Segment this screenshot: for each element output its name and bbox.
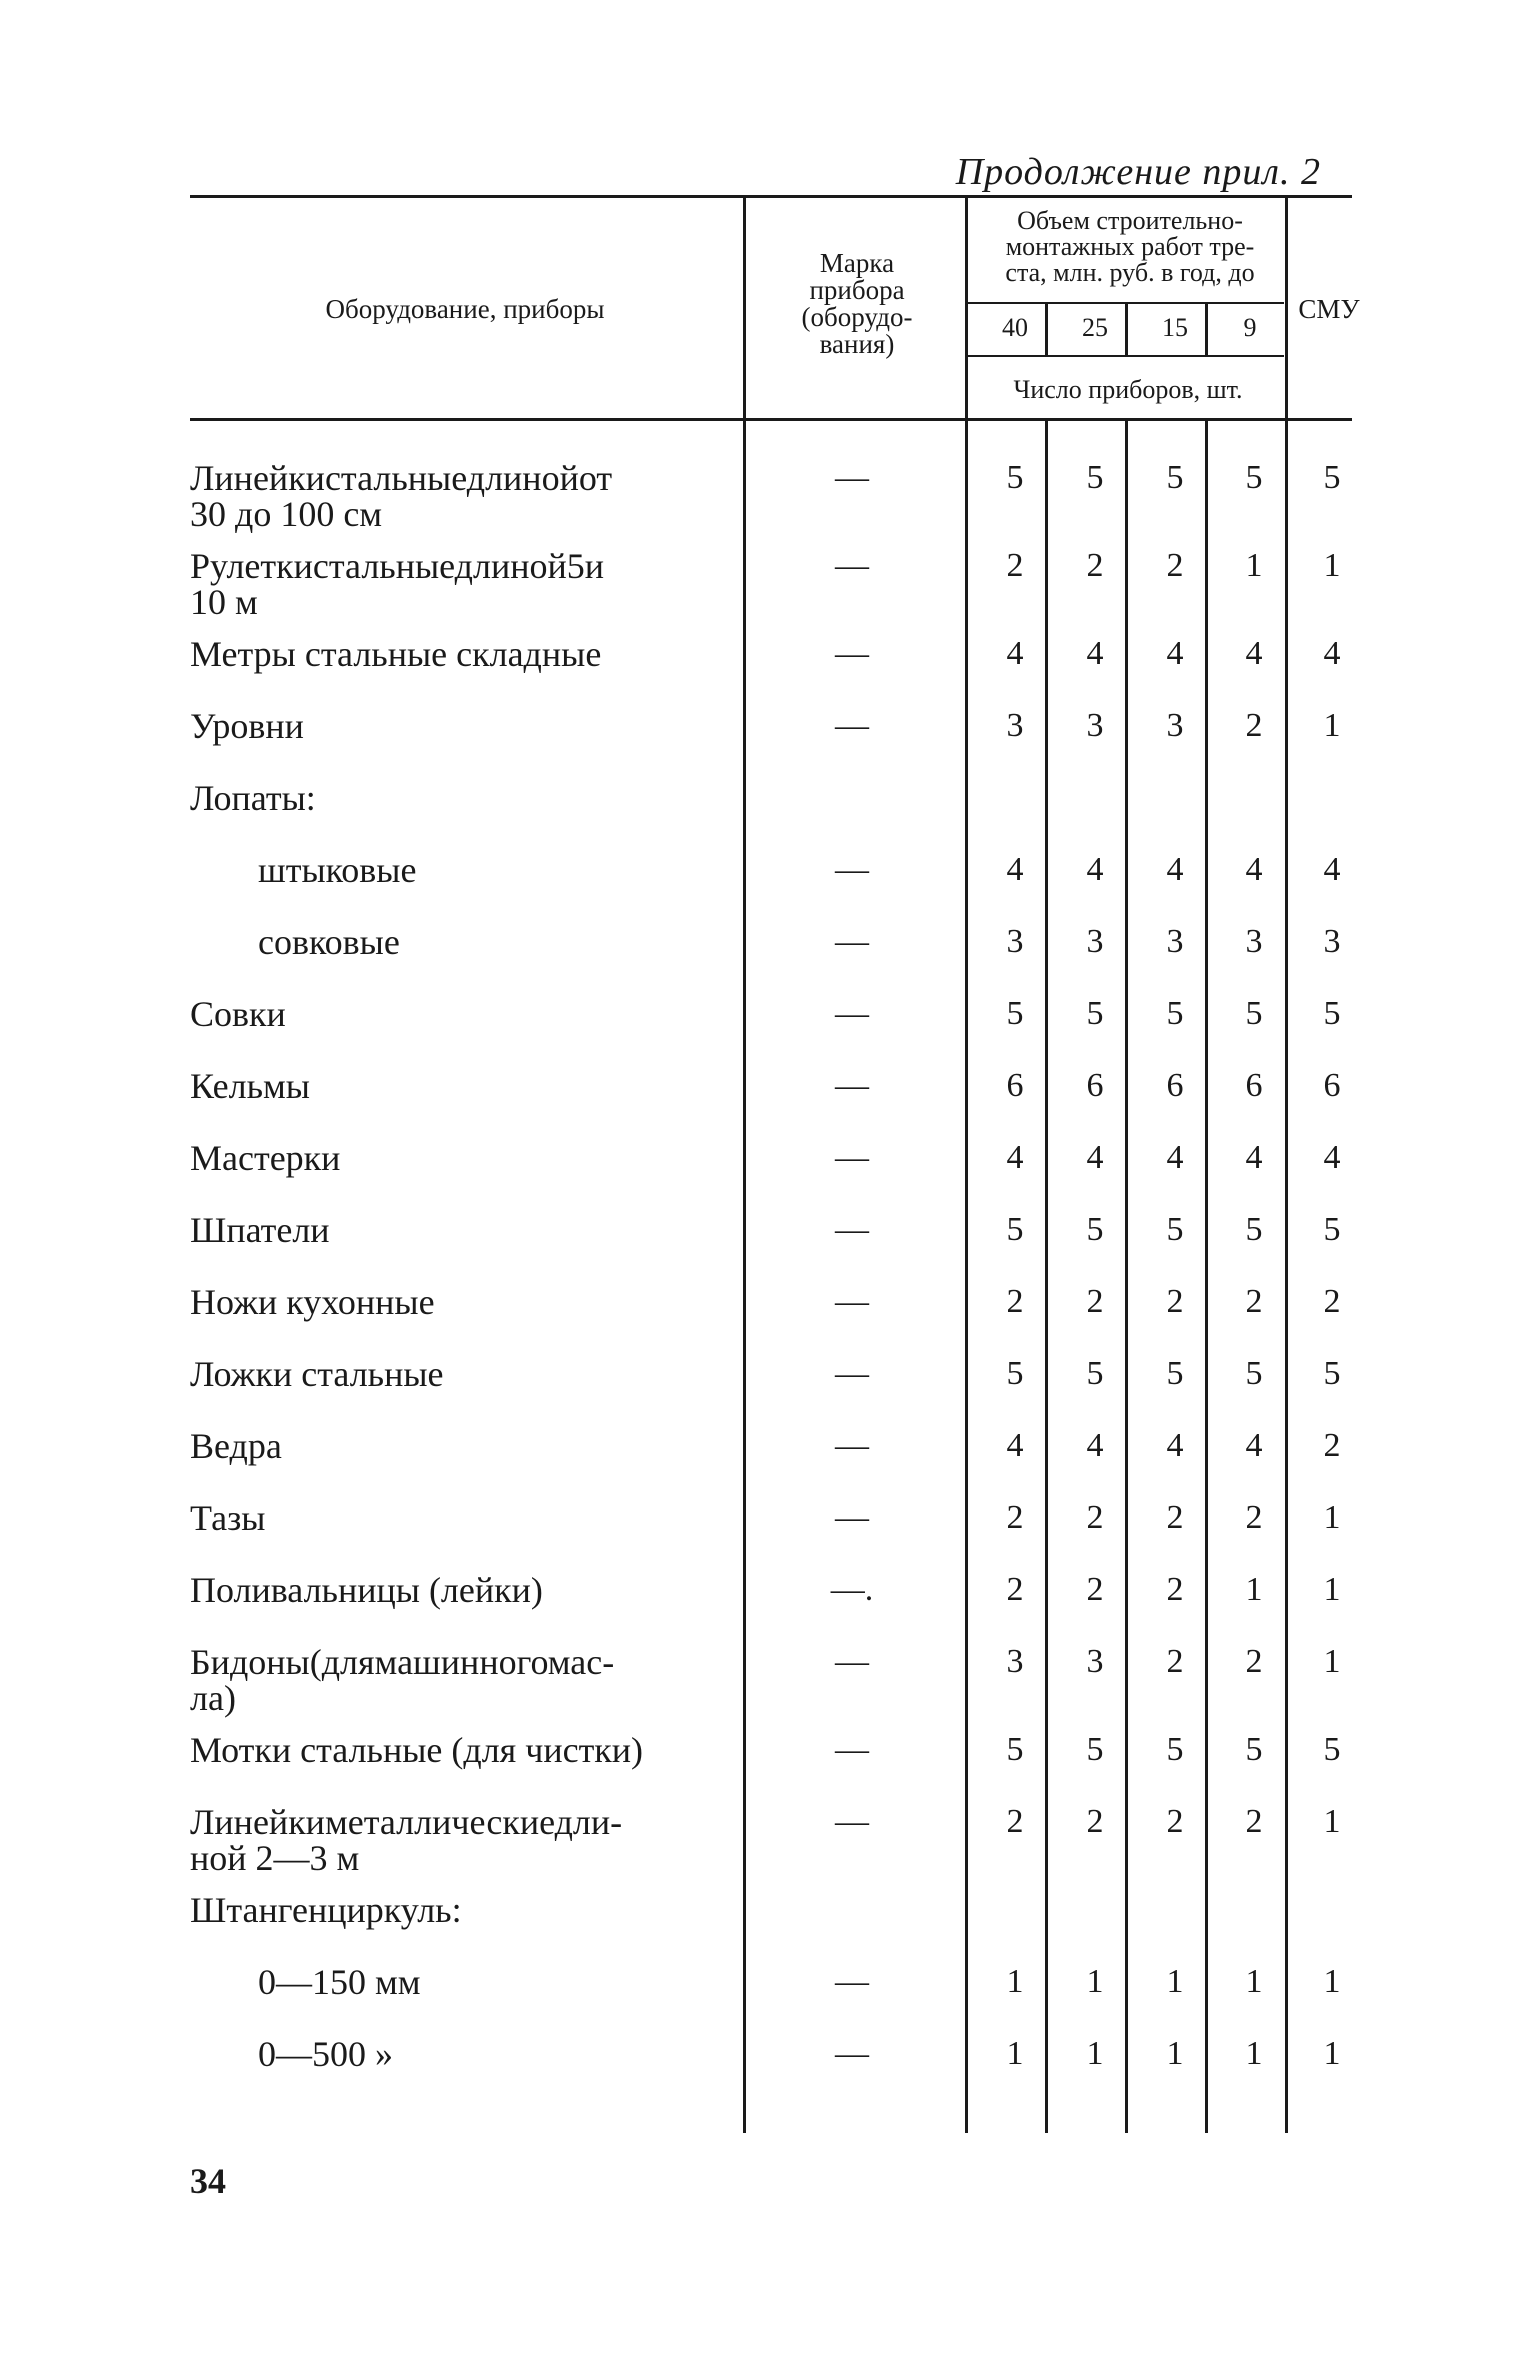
header-bottom-rule [190, 418, 1352, 421]
cell-smu: 1 [1323, 707, 1341, 744]
cell-count: 2 [1166, 1643, 1184, 1680]
row-label: Уровни [190, 706, 304, 746]
header-smu: СМУ [1298, 294, 1360, 324]
cell-count: 2 [1006, 547, 1024, 584]
cell-count: 3 [1086, 923, 1104, 960]
volume-smu-divider [1285, 198, 1288, 2133]
header-mark: Марка прибора (оборудо- вания) [801, 248, 913, 359]
cell-count: 4 [1006, 1139, 1024, 1176]
cell-count: 5 [1006, 459, 1024, 496]
cell-count: 5 [1166, 1731, 1184, 1768]
cell-smu: 1 [1323, 1571, 1341, 1608]
cell-count: 1 [1245, 1963, 1263, 2000]
cell-count: 6 [1006, 1067, 1024, 1104]
row-label: Кельмы [190, 1066, 310, 1106]
cell-smu: 1 [1323, 1963, 1341, 2000]
cell-smu: 3 [1323, 923, 1341, 960]
row-label: Мастерки [190, 1138, 341, 1178]
cell-count: 3 [1166, 923, 1184, 960]
cell-smu: 5 [1323, 1731, 1341, 1768]
row-label: Линейкиметаллическиедли- ной 2—3 м [190, 1802, 623, 1878]
cell-count: 5 [1166, 1211, 1184, 1248]
header-count-label: Число приборов, шт. [1013, 375, 1243, 404]
cell-smu: 1 [1323, 1499, 1341, 1536]
row-mark: — [835, 1283, 869, 1320]
cell-count: 4 [1086, 1139, 1104, 1176]
row-mark: — [835, 1067, 869, 1104]
cell-count: 5 [1086, 1731, 1104, 1768]
cell-smu: 1 [1323, 2035, 1341, 2072]
cell-count: 5 [1245, 1731, 1263, 1768]
cell-count: 4 [1006, 635, 1024, 672]
cell-count: 2 [1166, 1803, 1184, 1840]
cell-count: 1 [1166, 2035, 1184, 2072]
cell-smu: 5 [1323, 459, 1341, 496]
header-equipment: Оборудование, приборы [325, 294, 605, 324]
cell-count: 5 [1245, 1355, 1263, 1392]
row-label: Бидоны(длямашинногомас- ла) [190, 1642, 615, 1718]
row-mark: — [835, 635, 869, 672]
cell-count: 2 [1006, 1283, 1024, 1320]
cell-count: 4 [1245, 1427, 1263, 1464]
cell-count: 2 [1006, 1571, 1024, 1608]
cell-count: 6 [1166, 1067, 1184, 1104]
row-label: Лопаты: [190, 778, 316, 818]
cell-count: 3 [1245, 923, 1263, 960]
row-label: Совки [190, 994, 286, 1034]
row-mark: — [835, 1139, 869, 1176]
cell-smu: 6 [1323, 1067, 1341, 1104]
cell-count: 2 [1245, 707, 1263, 744]
cell-count: 3 [1006, 707, 1024, 744]
cell-count: 2 [1245, 1283, 1263, 1320]
cell-count: 1 [1086, 2035, 1104, 2072]
cell-count: 4 [1086, 851, 1104, 888]
cell-count: 2 [1086, 1283, 1104, 1320]
cell-count: 2 [1006, 1499, 1024, 1536]
cell-count: 4 [1166, 635, 1184, 672]
col25-col15-divider-body [1125, 421, 1128, 2133]
cell-count: 1 [1245, 1571, 1263, 1608]
cell-count: 4 [1166, 851, 1184, 888]
row-mark: — [835, 851, 869, 888]
col15-col9-divider-body [1205, 421, 1208, 2133]
cell-count: 2 [1166, 1283, 1184, 1320]
cell-count: 4 [1006, 851, 1024, 888]
cell-count: 5 [1245, 1211, 1263, 1248]
row-label: штыковые [258, 850, 417, 890]
col40-col25-divider-body [1045, 421, 1048, 2133]
cell-count: 5 [1245, 995, 1263, 1032]
row-mark: — [835, 2035, 869, 2072]
cell-count: 4 [1245, 1139, 1263, 1176]
col15-col9-divider [1205, 304, 1208, 355]
col25-col15-divider [1125, 304, 1128, 355]
cell-count: 5 [1086, 995, 1104, 1032]
cell-count: 1 [1086, 1963, 1104, 2000]
row-label: Ведра [190, 1426, 282, 1466]
row-mark: —. [830, 1571, 874, 1608]
cell-count: 4 [1245, 851, 1263, 888]
row-mark: — [835, 1803, 869, 1840]
cell-count: 2 [1086, 547, 1104, 584]
cell-count: 4 [1086, 1427, 1104, 1464]
cell-count: 3 [1166, 707, 1184, 744]
cell-count: 2 [1245, 1803, 1263, 1840]
row-mark: — [835, 1643, 869, 1680]
cell-count: 2 [1245, 1499, 1263, 1536]
equipment-mark-divider [743, 198, 746, 2133]
cell-smu: 2 [1323, 1427, 1341, 1464]
cell-count: 2 [1166, 1499, 1184, 1536]
cell-count: 1 [1166, 1963, 1184, 2000]
cell-count: 5 [1086, 459, 1104, 496]
cell-count: 1 [1006, 1963, 1024, 2000]
cell-count: 5 [1006, 1731, 1024, 1768]
mark-volume-divider [965, 198, 968, 2133]
row-label: 0—500 » [258, 2034, 393, 2074]
cell-smu: 4 [1323, 851, 1341, 888]
row-label: Ножи кухонные [190, 1282, 435, 1322]
table-caption: Продолжение прил. 2 [955, 151, 1321, 193]
cell-smu: 5 [1323, 995, 1341, 1032]
cell-count: 5 [1086, 1211, 1104, 1248]
row-label: Тазы [190, 1498, 266, 1538]
cell-smu: 1 [1323, 547, 1341, 584]
row-label: Рулеткистальныедлиной5и 10 м [190, 546, 605, 622]
row-mark: — [835, 923, 869, 960]
cell-count: 1 [1245, 547, 1263, 584]
cell-count: 2 [1086, 1803, 1104, 1840]
row-mark: — [835, 1499, 869, 1536]
row-label: Метры стальные складные [190, 634, 602, 674]
cell-count: 5 [1166, 1355, 1184, 1392]
header-col-9: 9 [1243, 313, 1257, 342]
cell-count: 4 [1245, 635, 1263, 672]
row-mark: — [835, 459, 869, 496]
cell-smu: 1 [1323, 1803, 1341, 1840]
cell-smu: 5 [1323, 1355, 1341, 1392]
row-label: Линейкистальныедлинойот 30 до 100 см [190, 458, 613, 534]
cell-count: 6 [1245, 1067, 1263, 1104]
row-label: Мотки стальные (для чистки) [190, 1730, 644, 1770]
row-label: Ложки стальные [190, 1354, 444, 1394]
cell-count: 2 [1086, 1499, 1104, 1536]
cell-count: 2 [1166, 1571, 1184, 1608]
cell-count: 4 [1166, 1139, 1184, 1176]
cell-smu: 4 [1323, 1139, 1341, 1176]
cell-count: 2 [1166, 547, 1184, 584]
cell-count: 5 [1006, 1211, 1024, 1248]
row-label: совковые [258, 922, 400, 962]
cell-count: 3 [1006, 923, 1024, 960]
cell-count: 2 [1006, 1803, 1024, 1840]
row-mark: — [835, 1963, 869, 2000]
row-mark: — [835, 547, 869, 584]
header-col-15: 15 [1162, 313, 1188, 342]
cell-smu: 5 [1323, 1211, 1341, 1248]
cell-count: 1 [1006, 2035, 1024, 2072]
page-number: 34 [190, 2161, 226, 2201]
cell-smu: 4 [1323, 635, 1341, 672]
row-label: 0—150 мм [258, 1962, 421, 2002]
cell-count: 5 [1006, 1355, 1024, 1392]
cell-count: 5 [1006, 995, 1024, 1032]
cell-count: 3 [1006, 1643, 1024, 1680]
cell-count: 5 [1086, 1355, 1104, 1392]
table-top-rule [190, 195, 1352, 198]
col40-col25-divider [1045, 304, 1048, 355]
cell-count: 3 [1086, 1643, 1104, 1680]
cell-count: 5 [1166, 459, 1184, 496]
header-col-25: 25 [1082, 313, 1108, 342]
row-label: Шпатели [190, 1210, 330, 1250]
row-mark: — [835, 1427, 869, 1464]
header-volume: Объем строительно- монтажных работ тре- ста, млн. руб. в год, до [1005, 206, 1255, 287]
cell-smu: 1 [1323, 1643, 1341, 1680]
cell-count: 2 [1086, 1571, 1104, 1608]
row-mark: — [835, 707, 869, 744]
cell-smu: 2 [1323, 1283, 1341, 1320]
row-mark: — [835, 995, 869, 1032]
header-col-40: 40 [1002, 313, 1028, 342]
cell-count: 4 [1006, 1427, 1024, 1464]
row-mark: — [835, 1355, 869, 1392]
count-subheader-rule [968, 355, 1284, 357]
cell-count: 6 [1086, 1067, 1104, 1104]
cell-count: 4 [1166, 1427, 1184, 1464]
cell-count: 4 [1086, 635, 1104, 672]
cell-count: 5 [1166, 995, 1184, 1032]
row-label: Поливальницы (лейки) [190, 1570, 543, 1610]
cell-count: 2 [1245, 1643, 1263, 1680]
row-label: Штангенциркуль: [190, 1890, 462, 1930]
row-mark: — [835, 1731, 869, 1768]
cell-count: 5 [1245, 459, 1263, 496]
cell-count: 3 [1086, 707, 1104, 744]
row-mark: — [835, 1211, 869, 1248]
cell-count: 1 [1245, 2035, 1263, 2072]
